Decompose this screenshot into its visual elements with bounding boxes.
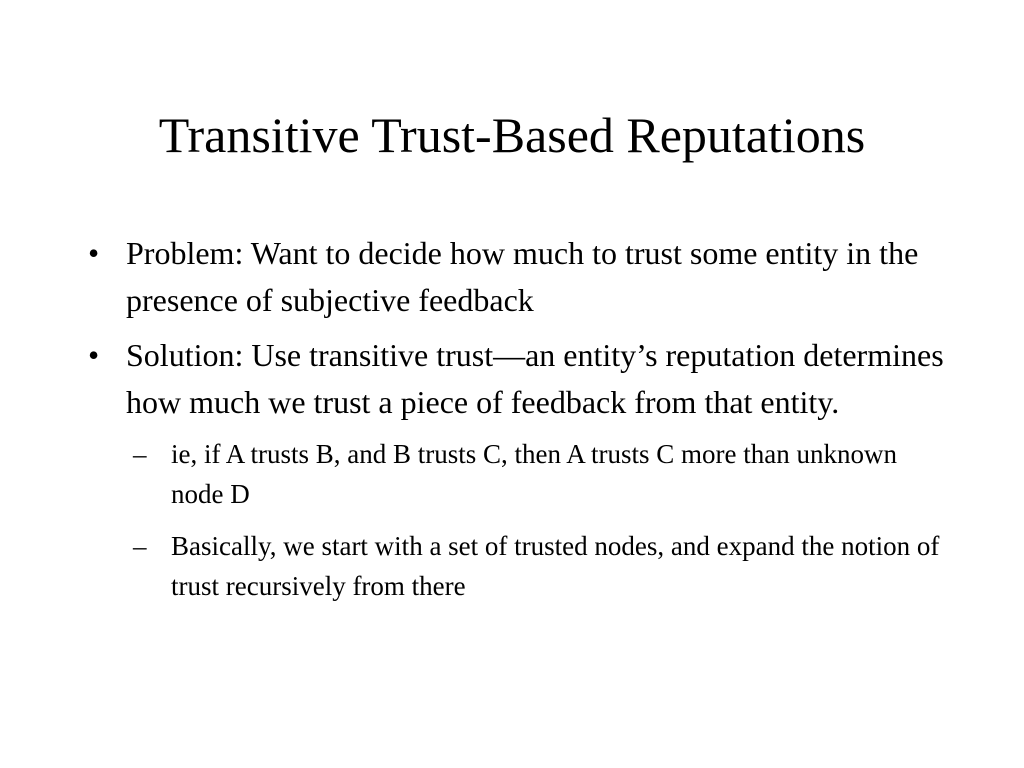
bullet-marker: •: [88, 337, 100, 373]
bullet-problem: [88, 230, 948, 324]
sub-bullet-text: ie, if A trusts B, and B trusts C, then A trusts C more than unknown node D: [171, 439, 898, 509]
bullet-text: Solution: Use transitive trust—an entity’s reputation determines how much we trust a piece of feedback from that entity.: [126, 337, 944, 420]
bullet-text: Problem: Want to decide how much to trust some entity in the presence of subjective feedback: [126, 235, 919, 318]
slide-title: Transitive Trust-Based Reputations: [158, 107, 866, 163]
sub-bullet-approach: [133, 526, 948, 606]
sub-bullet-marker: –: [133, 531, 147, 561]
bullet-solution: [88, 332, 948, 426]
sub-bullet-marker: –: [133, 439, 147, 469]
slide-body: [88, 230, 948, 618]
sub-bullet-text: Basically, we start with a set of trusted nodes, and expand the notion of trust recursively from there: [171, 531, 940, 601]
sub-bullet-example: [133, 434, 948, 514]
bullet-marker: •: [88, 235, 100, 271]
